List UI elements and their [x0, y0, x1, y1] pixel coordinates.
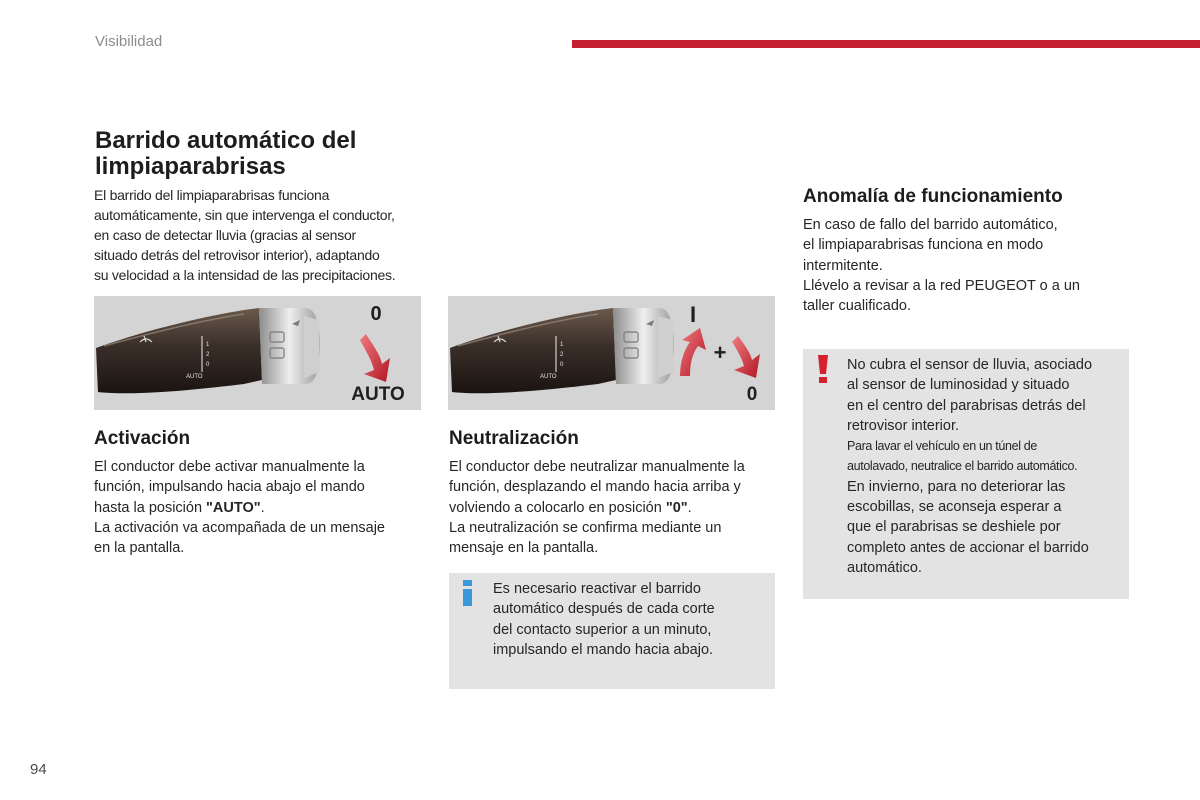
section-label: Visibilidad — [95, 33, 163, 50]
text-line: mensaje en la pantalla. — [449, 540, 599, 557]
text-line: automáticamente, sin que intervenga el conductor, — [94, 207, 395, 223]
text-line: El conductor debe neutralizar manualmente la — [449, 459, 745, 475]
stalk-auto-text: AUTO — [540, 374, 557, 380]
intro-paragraph — [94, 185, 434, 285]
text-line: función, desplazando el mando hacia arriba y — [449, 479, 741, 496]
text-line: en caso de detectar lluvia (gracias al sensor — [94, 227, 356, 243]
text-line: automático después de cada corte — [493, 601, 715, 618]
arrow-up-icon — [680, 328, 706, 376]
malfunction-paragraph — [803, 215, 1123, 316]
arrow-down-icon — [360, 334, 390, 382]
neutralization-figure — [448, 296, 775, 410]
text-line: que el parabrisas se deshiele por — [847, 519, 1061, 536]
wiper-stalk-illustration — [94, 296, 421, 410]
text-line: del contacto superior a un minuto, — [493, 621, 712, 638]
text-line: En caso de fallo del barrido automático, — [803, 217, 1058, 233]
text-line: En invierno, para no deteriorar las — [847, 478, 1066, 495]
text-line: El conductor debe activar manualmente la — [94, 459, 365, 475]
info-icon — [460, 580, 476, 606]
stalk-mark: 2 — [560, 352, 564, 358]
stalk-mark: 0 — [206, 362, 210, 368]
text-line: La neutralización se confirma mediante un — [449, 519, 722, 536]
position-label-zero: 0 — [746, 384, 758, 405]
text-line: completo antes de accionar el barrido — [847, 539, 1089, 556]
text-line: función, impulsando hacia abajo el mando — [94, 479, 365, 496]
exclamation-icon — [815, 355, 831, 383]
text-line: al sensor de luminosidad y situado — [847, 377, 1070, 394]
plus-sign: + — [713, 340, 727, 365]
position-label-auto: AUTO — [351, 384, 405, 405]
text-line: situado detrás del retrovisor interior), adaptando — [94, 247, 380, 263]
title-line: limpiaparabrisas — [95, 153, 286, 180]
position-label-i: I — [689, 302, 697, 327]
warning-note-text — [847, 355, 1127, 578]
text-fragment: . — [687, 499, 692, 516]
text-line: su velocidad a la intensidad de las precipitaciones. — [94, 267, 396, 283]
text-line: taller cualificado. — [803, 298, 911, 315]
title-line: Barrido automático del — [95, 127, 357, 154]
text-line: impulsando el mando hacia abajo. — [493, 641, 714, 658]
text-line: Llévelo a revisar a la red PEUGEOT o a un — [803, 277, 1080, 294]
text-line: No cubra el sensor de lluvia, asociado — [847, 357, 1093, 373]
neutralization-paragraph — [449, 457, 779, 558]
text-line: escobillas, se aconseja esperar a — [847, 499, 1062, 516]
text-fragment: hasta la posición — [94, 499, 207, 516]
page-number: 94 — [30, 761, 47, 778]
position-value: "AUTO" — [206, 499, 261, 516]
text-line: El barrido del limpiaparabrisas funciona — [94, 187, 330, 203]
stalk-mark: 0 — [560, 362, 564, 368]
text-line: en la pantalla. — [94, 540, 185, 557]
stalk-mark: 2 — [206, 352, 210, 358]
header-rule — [572, 40, 1200, 48]
activation-paragraph — [94, 457, 424, 558]
text-line: el limpiaparabrisas funciona en modo — [803, 237, 1044, 254]
text-line: Para lavar el vehículo en un túnel de — [847, 439, 1037, 454]
text-line: retrovisor interior. — [847, 417, 960, 434]
text-line — [449, 498, 779, 518]
text-line: intermitente. — [803, 257, 883, 274]
position-value: "0" — [665, 499, 688, 516]
text-line — [94, 498, 424, 518]
position-label-zero: 0 — [370, 303, 382, 325]
text-line: Es necesario reactivar el barrido — [493, 581, 701, 597]
malfunction-heading: Anomalía de funcionamiento — [803, 186, 1063, 207]
activation-heading: Activación — [94, 428, 191, 449]
text-fragment: . — [260, 499, 265, 516]
stalk-auto-text: AUTO — [186, 374, 203, 380]
text-fragment: volviendo a colocarlo en posición — [449, 499, 666, 516]
page-title — [95, 128, 425, 180]
wiper-stalk-illustration — [448, 296, 775, 410]
stalk-mark: 1 — [206, 342, 210, 348]
text-line: automático. — [847, 559, 922, 576]
info-note-text — [493, 579, 768, 660]
neutralization-heading: Neutralización — [449, 428, 579, 449]
stalk-mark: 1 — [560, 342, 564, 348]
text-line: en el centro del parabrisas detrás del — [847, 397, 1086, 414]
text-line: autolavado, neutralice el barrido automático. — [847, 459, 1078, 474]
activation-figure — [94, 296, 421, 410]
text-line: La activación va acompañada de un mensaje — [94, 519, 385, 536]
arrow-down-icon — [732, 336, 760, 378]
